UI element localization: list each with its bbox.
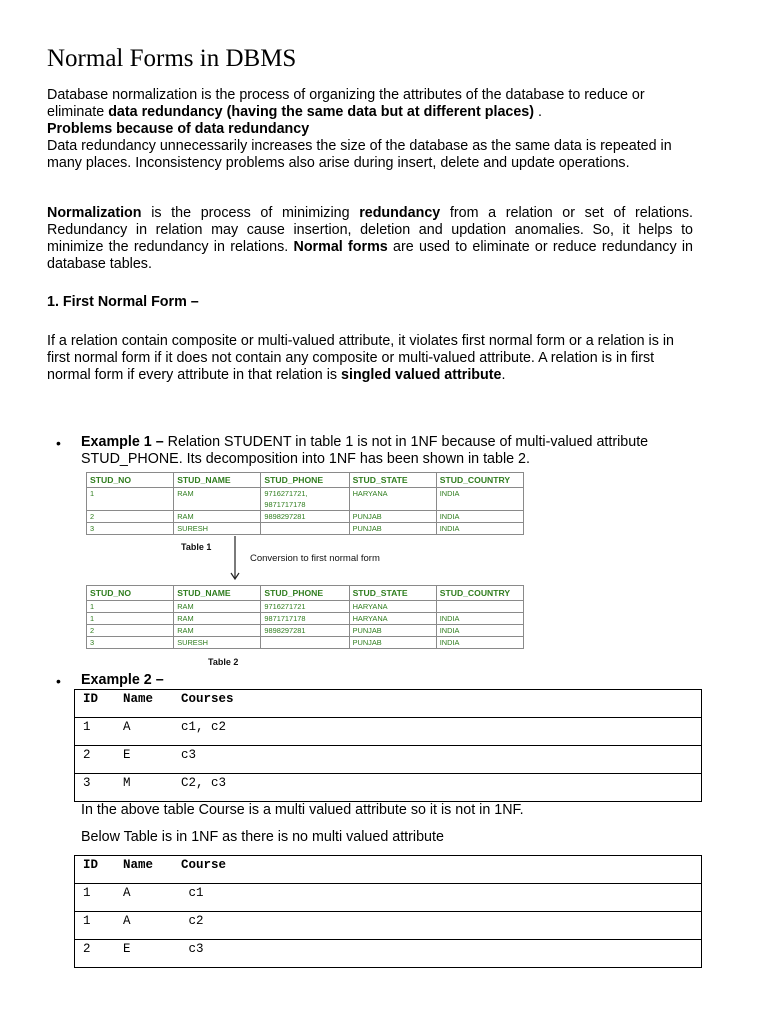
table-cell: 3 — [87, 637, 174, 649]
table2-label: Table 2 — [208, 657, 239, 667]
table-cell: A — [123, 720, 131, 734]
normalization-paragraph — [47, 205, 693, 273]
table-cell: SURESH — [174, 637, 261, 649]
table-cell: c1 — [181, 886, 204, 900]
table-cell: 9898297281 — [261, 511, 349, 523]
column-header: STUD_PHONE — [261, 586, 349, 601]
problems-text: Data redundancy unnecessarily increases the size of the database as the same data is repeated in many places. Inconsistency problems also arise during insert, delete and update operations. — [47, 138, 672, 171]
table-row — [87, 613, 524, 625]
table-header-row — [75, 690, 702, 718]
courses-table — [74, 689, 702, 802]
table-cell: INDIA — [436, 488, 523, 511]
table-row — [75, 718, 702, 746]
table-row — [75, 884, 702, 912]
normalization-text-3: are used to eliminate or reduce redundancy in database tables. — [47, 239, 693, 272]
example1-text: Relation STUDENT in table 1 is not in 1NF because of multi-valued attribute STUD_PHONE. Its decomposition into 1NF has been shown in table 2. — [81, 434, 649, 467]
table-cell — [261, 523, 349, 535]
table-cell: E — [123, 942, 131, 956]
course-1nf-table — [74, 855, 702, 968]
table-cell: PUNJAB — [349, 523, 436, 535]
column-header: STUD_NO — [87, 473, 174, 488]
column-header: STUD_COUNTRY — [436, 473, 523, 488]
bullet-icon: • — [56, 435, 61, 451]
table-cell: 9716271721 — [261, 601, 349, 613]
table-cell: 2 — [87, 511, 174, 523]
intro-paragraph — [47, 87, 693, 172]
table-cell: 3 — [83, 776, 91, 790]
column-header: STUD_COUNTRY — [436, 586, 523, 601]
table-cell: 9716271721, 9871717178 — [261, 488, 349, 511]
table-cell: ID — [83, 692, 99, 706]
intro-text-end: . — [534, 104, 542, 120]
table-cell: A — [123, 914, 131, 928]
table-cell: 2 — [83, 748, 91, 762]
table-cell: 1 — [87, 613, 174, 625]
normalization-text-2: from a relation or set of relations. Redundancy in relation may cause insertion, deletion and updation anomalies. So, it helps to minimize the redundancy in relations. — [47, 205, 693, 255]
first-nf-text: If a relation contain composite or multi-valued attribute, it violates first normal form or a relation is in first normal form if it does not contain any composite or multi-valued attribute. A relation is in first normal form if every attribute in that relation is — [47, 333, 674, 383]
redundancy-term: redundancy — [359, 205, 441, 221]
table-cell: RAM — [174, 488, 261, 511]
column-header: STUD_NO — [87, 586, 174, 601]
table-cell: Courses — [181, 692, 234, 706]
table-cell: INDIA — [436, 637, 523, 649]
table-cell: SURESH — [174, 523, 261, 535]
table-cell: c2 — [181, 914, 204, 928]
table-cell — [436, 601, 523, 613]
column-header: STUD_PHONE — [261, 473, 349, 488]
normalization-text-1: is the process of minimizing — [141, 205, 360, 221]
example1-paragraph — [81, 434, 693, 468]
table-cell: INDIA — [436, 523, 523, 535]
single-valued-term: singled valued attribute — [341, 367, 502, 383]
normal-forms-term: Normal forms — [293, 239, 388, 255]
table-cell: c3 — [181, 748, 197, 762]
table-cell: Name — [123, 858, 154, 872]
table-cell: c1, c2 — [181, 720, 227, 734]
table-cell: 9898297281 — [261, 625, 349, 637]
table-cell: RAM — [174, 625, 261, 637]
table-cell: 1 — [87, 601, 174, 613]
problems-heading: Problems because of data redundancy — [47, 121, 310, 137]
column-header: STUD_STATE — [349, 473, 436, 488]
table-row — [75, 746, 702, 774]
first-nf-text-end: . — [501, 367, 506, 383]
table-cell: HARYANA — [349, 613, 436, 625]
table-cell: 1 — [87, 488, 174, 511]
table-cell: 2 — [87, 625, 174, 637]
table-cell: Name — [123, 692, 154, 706]
table-row — [87, 601, 524, 613]
student-table-1 — [86, 472, 524, 535]
table-row — [87, 523, 524, 535]
table-cell: 3 — [87, 523, 174, 535]
table-cell: RAM — [174, 601, 261, 613]
table-cell — [261, 637, 349, 649]
table1-label: Table 1 — [181, 542, 212, 552]
table-cell: Course — [181, 858, 227, 872]
table-header-row — [75, 856, 702, 884]
table-cell: C2, c3 — [181, 776, 227, 790]
intro-bold: data redundancy (having the same data but at different places) — [108, 104, 535, 120]
table-cell: RAM — [174, 511, 261, 523]
table-row — [87, 511, 524, 523]
first-nf-heading: 1. First Normal Form – — [47, 294, 199, 310]
column-header: STUD_NAME — [174, 586, 261, 601]
example1-label: Example 1 – — [81, 434, 164, 450]
first-nf-paragraph — [47, 333, 693, 384]
student-table-2 — [86, 585, 524, 649]
table-cell: 1 — [83, 720, 91, 734]
table-cell: HARYANA — [349, 601, 436, 613]
table-row — [75, 912, 702, 940]
table-row — [75, 774, 702, 802]
table-cell: HARYANA — [349, 488, 436, 511]
table-cell: 9871717178 — [261, 613, 349, 625]
column-header: STUD_STATE — [349, 586, 436, 601]
table-cell: 1 — [83, 914, 91, 928]
example2-label: Example 2 – — [81, 672, 164, 688]
table-cell: INDIA — [436, 613, 523, 625]
normalization-term: Normalization — [47, 205, 142, 221]
conversion-label: Conversion to first normal form — [250, 553, 380, 564]
table-cell: M — [123, 776, 131, 790]
page-title: Normal Forms in DBMS — [47, 45, 297, 72]
table-cell: E — [123, 748, 131, 762]
example2-note1: In the above table Course is a multi valued attribute so it is not in 1NF. — [81, 802, 524, 818]
table-cell: PUNJAB — [349, 637, 436, 649]
table-cell: c3 — [181, 942, 204, 956]
table-cell: RAM — [174, 613, 261, 625]
down-arrow-icon — [228, 536, 242, 582]
table-cell: ID — [83, 858, 99, 872]
table-cell: INDIA — [436, 625, 523, 637]
table-cell: PUNJAB — [349, 511, 436, 523]
table-cell: A — [123, 886, 131, 900]
table-row — [75, 940, 702, 968]
table-row — [87, 637, 524, 649]
table-cell: 1 — [83, 886, 91, 900]
table-cell: PUNJAB — [349, 625, 436, 637]
column-header: STUD_NAME — [174, 473, 261, 488]
table-row — [87, 625, 524, 637]
table-row — [87, 488, 524, 511]
table-cell: 2 — [83, 942, 91, 956]
table-cell: INDIA — [436, 511, 523, 523]
bullet-icon: • — [56, 673, 61, 689]
intro-text: Database normalization is the process of organizing the attributes of the database to reduce or eliminate — [47, 87, 645, 120]
example2-note2: Below Table is in 1NF as there is no multi valued attribute — [81, 829, 444, 845]
